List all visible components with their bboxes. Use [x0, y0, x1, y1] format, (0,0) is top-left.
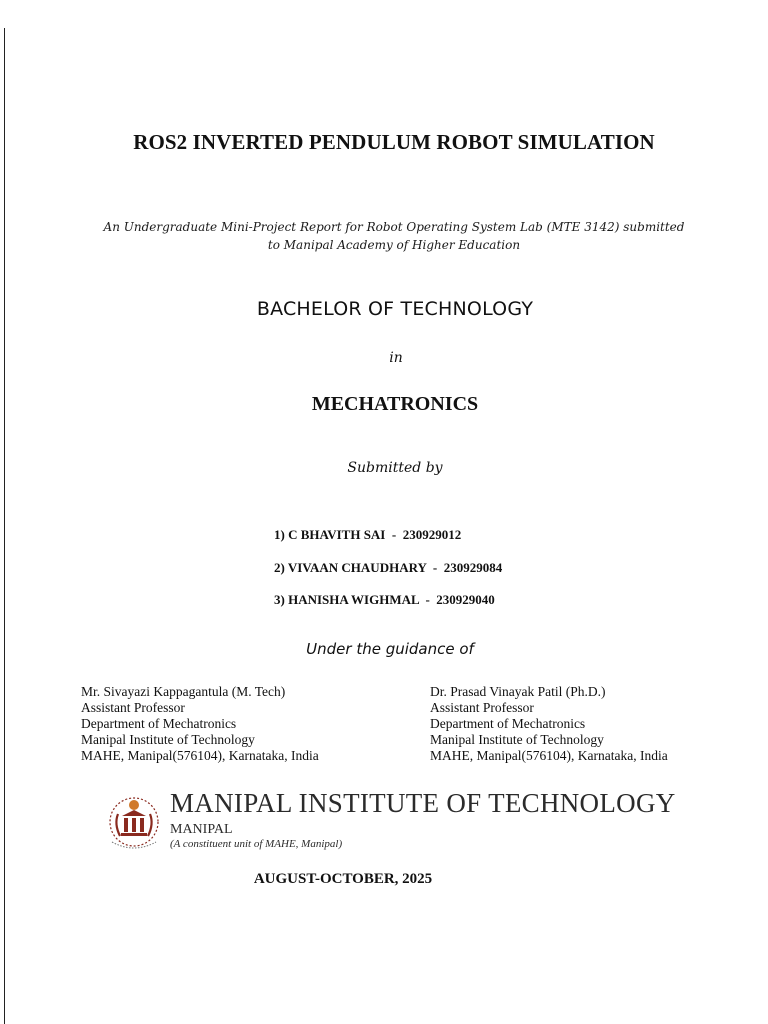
report-date: AUGUST-OCTOBER, 2025 — [253, 871, 433, 887]
guide-address: MAHE, Manipal(576104), Karnataka, India — [430, 748, 668, 763]
guide-department: Department of Mechatronics — [430, 716, 586, 731]
student-list — [274, 527, 502, 625]
student-entry: 3) HANISHA WIGHMAL - 230929040 — [274, 592, 495, 607]
guidance-label: Under the guidance of — [306, 640, 474, 658]
institution-tagline: (A constituent unit of MAHE, Manipal) — [170, 838, 343, 850]
student-entry: 1) C BHAVITH SAI - 230929012 — [274, 527, 462, 542]
guide-name: Dr. Prasad Vinayak Patil (Ph.D.) — [430, 684, 606, 699]
institute-emblem-icon — [104, 792, 164, 856]
guide-institute: Manipal Institute of Technology — [430, 732, 604, 747]
guide-designation: Assistant Professor — [430, 700, 534, 715]
degree-heading: BACHELOR OF TECHNOLOGY — [256, 298, 534, 320]
report-title: ROS2 INVERTED PENDULUM ROBOT SIMULATION — [133, 130, 655, 154]
guide-block-2 — [430, 684, 668, 764]
guide-department: Department of Mechatronics — [81, 716, 237, 731]
institute-logo — [104, 786, 698, 864]
institution-city: MANIPAL — [170, 822, 233, 837]
guide-designation: Assistant Professor — [81, 700, 185, 715]
guide-address: MAHE, Manipal(576104), Karnataka, India — [81, 748, 319, 763]
submitted-by-label: Submitted by — [347, 460, 443, 476]
guide-block-1 — [81, 684, 319, 764]
report-subtitle — [60, 218, 728, 254]
subtitle-line-2: to Manipal Academy of Higher Education — [267, 238, 521, 252]
guide-name: Mr. Sivayazi Kappagantula (M. Tech) — [81, 684, 286, 699]
subtitle-line-1: An Undergraduate Mini-Project Report for Robot Operating System Lab (MTE 3142) submitted — [103, 220, 685, 234]
student-entry: 2) VIVAAN CHAUDHARY - 230929084 — [274, 559, 503, 575]
in-connector: in — [389, 350, 403, 366]
branch-heading: MECHATRONICS — [311, 393, 479, 415]
guide-institute: Manipal Institute of Technology — [81, 732, 255, 747]
institution-name: MANIPAL INSTITUTE OF TECHNOLOGY — [170, 788, 676, 818]
